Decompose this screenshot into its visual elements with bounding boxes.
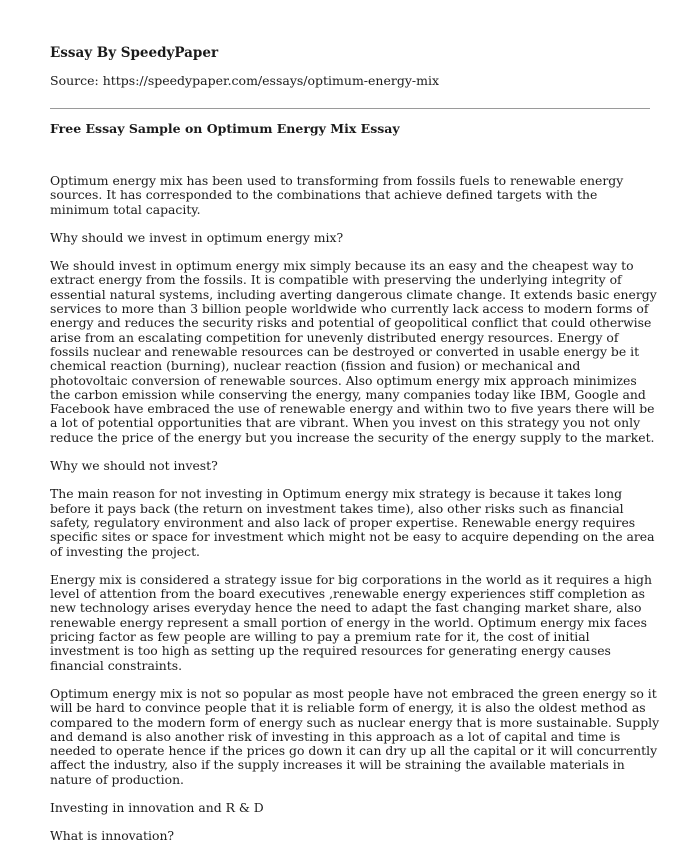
section-question-not-invest: Why we should not invest? <box>50 458 218 474</box>
paragraph-reasons-invest: We should invest in optimum energy mix simply because its an easy and the cheapest way to extract energy from the fossils. It is compatible with preserving the underlying integrity of essential natural systems, including averting dangerous climate change. It extends basic energy services to more than 3 billion people worldwide who currently lack access to modern forms of energy and reduces the security risks and potential of geopolitical conflict that could otherwise arise from an escalating competition for unevenly distributed energy resources. Energy of fossils nuclear and renewable resources can be destroyed or converted in usable energy be it chemical reaction (burning), nuclear reaction (fission and fusion) or mechanical and photovoltaic conversion of renewable sources. Also optimum energy mix approach minimizes the carbon emission while conserving the energy, many companies today like IBM, Google and Facebook have embraced the use of renewable energy and within two to five years there will be a lot of potential opportunities that are vibrant. When you invest on this strategy you not only reduce the price of the energy but you increase the security of the energy supply to the market. <box>50 258 657 445</box>
section-question-innovation: What is innovation? <box>50 828 175 844</box>
paragraph-popularity: Optimum energy mix is not so popular as most people have not embraced the green energy so it will be hard to convince people that it is reliable form of energy, it is also the oldest method as compared to the modern form of energy such as nuclear energy that is more sustainable. Supply and demand is also another risk of investing in this approach as a lot of capital and time is needed to operate hence if the prices go down it can dry up all the capital or it will concurrently affect the industry, also if the supply increases it will be straining the available materials in nature of production. <box>50 685 660 787</box>
essay-body <box>50 174 660 858</box>
document-header-title: Essay By SpeedyPaper <box>50 45 219 61</box>
document-source-line: Source: https://speedypaper.com/essays/optimum-energy-mix <box>50 73 440 88</box>
paragraph-reasons-not-invest: The main reason for not investing in Optimum energy mix strategy is because it takes long before it pays back (the return on investment takes time), also other risks such as financial safety, regulatory environment and also lack of proper expertise. Renewable energy requires specific sites or space for investment which might not be easy to acquire depending on the area of investing the project. <box>50 486 655 559</box>
essay-title: Free Essay Sample on Optimum Energy Mix Essay <box>50 121 400 136</box>
section-heading-innovation: Investing in innovation and R & D <box>50 799 264 815</box>
paragraph-strategy-issue: Energy mix is considered a strategy issue for big corporations in the world as it requires a high level of attention from the board executives ,renewable energy experiences stiff completion as new technology arises everyday hence the need to adapt the fast changing market share, also renewable energy represent a small portion of energy in the world. Optimum energy mix faces pricing factor as few people are willing to pay a premium rate for it, the cost of initial investment is too high as setting up the required resources for generating energy causes financial constraints. <box>50 571 652 673</box>
paragraph-intro: Optimum energy mix has been used to transforming from fossils fuels to renewable energy sources. It has corresponded to the combinations that achieve defined targets with the minimum total capacity. <box>50 173 624 217</box>
section-question-invest: Why should we invest in optimum energy mix? <box>50 229 344 245</box>
header-divider <box>50 108 650 109</box>
